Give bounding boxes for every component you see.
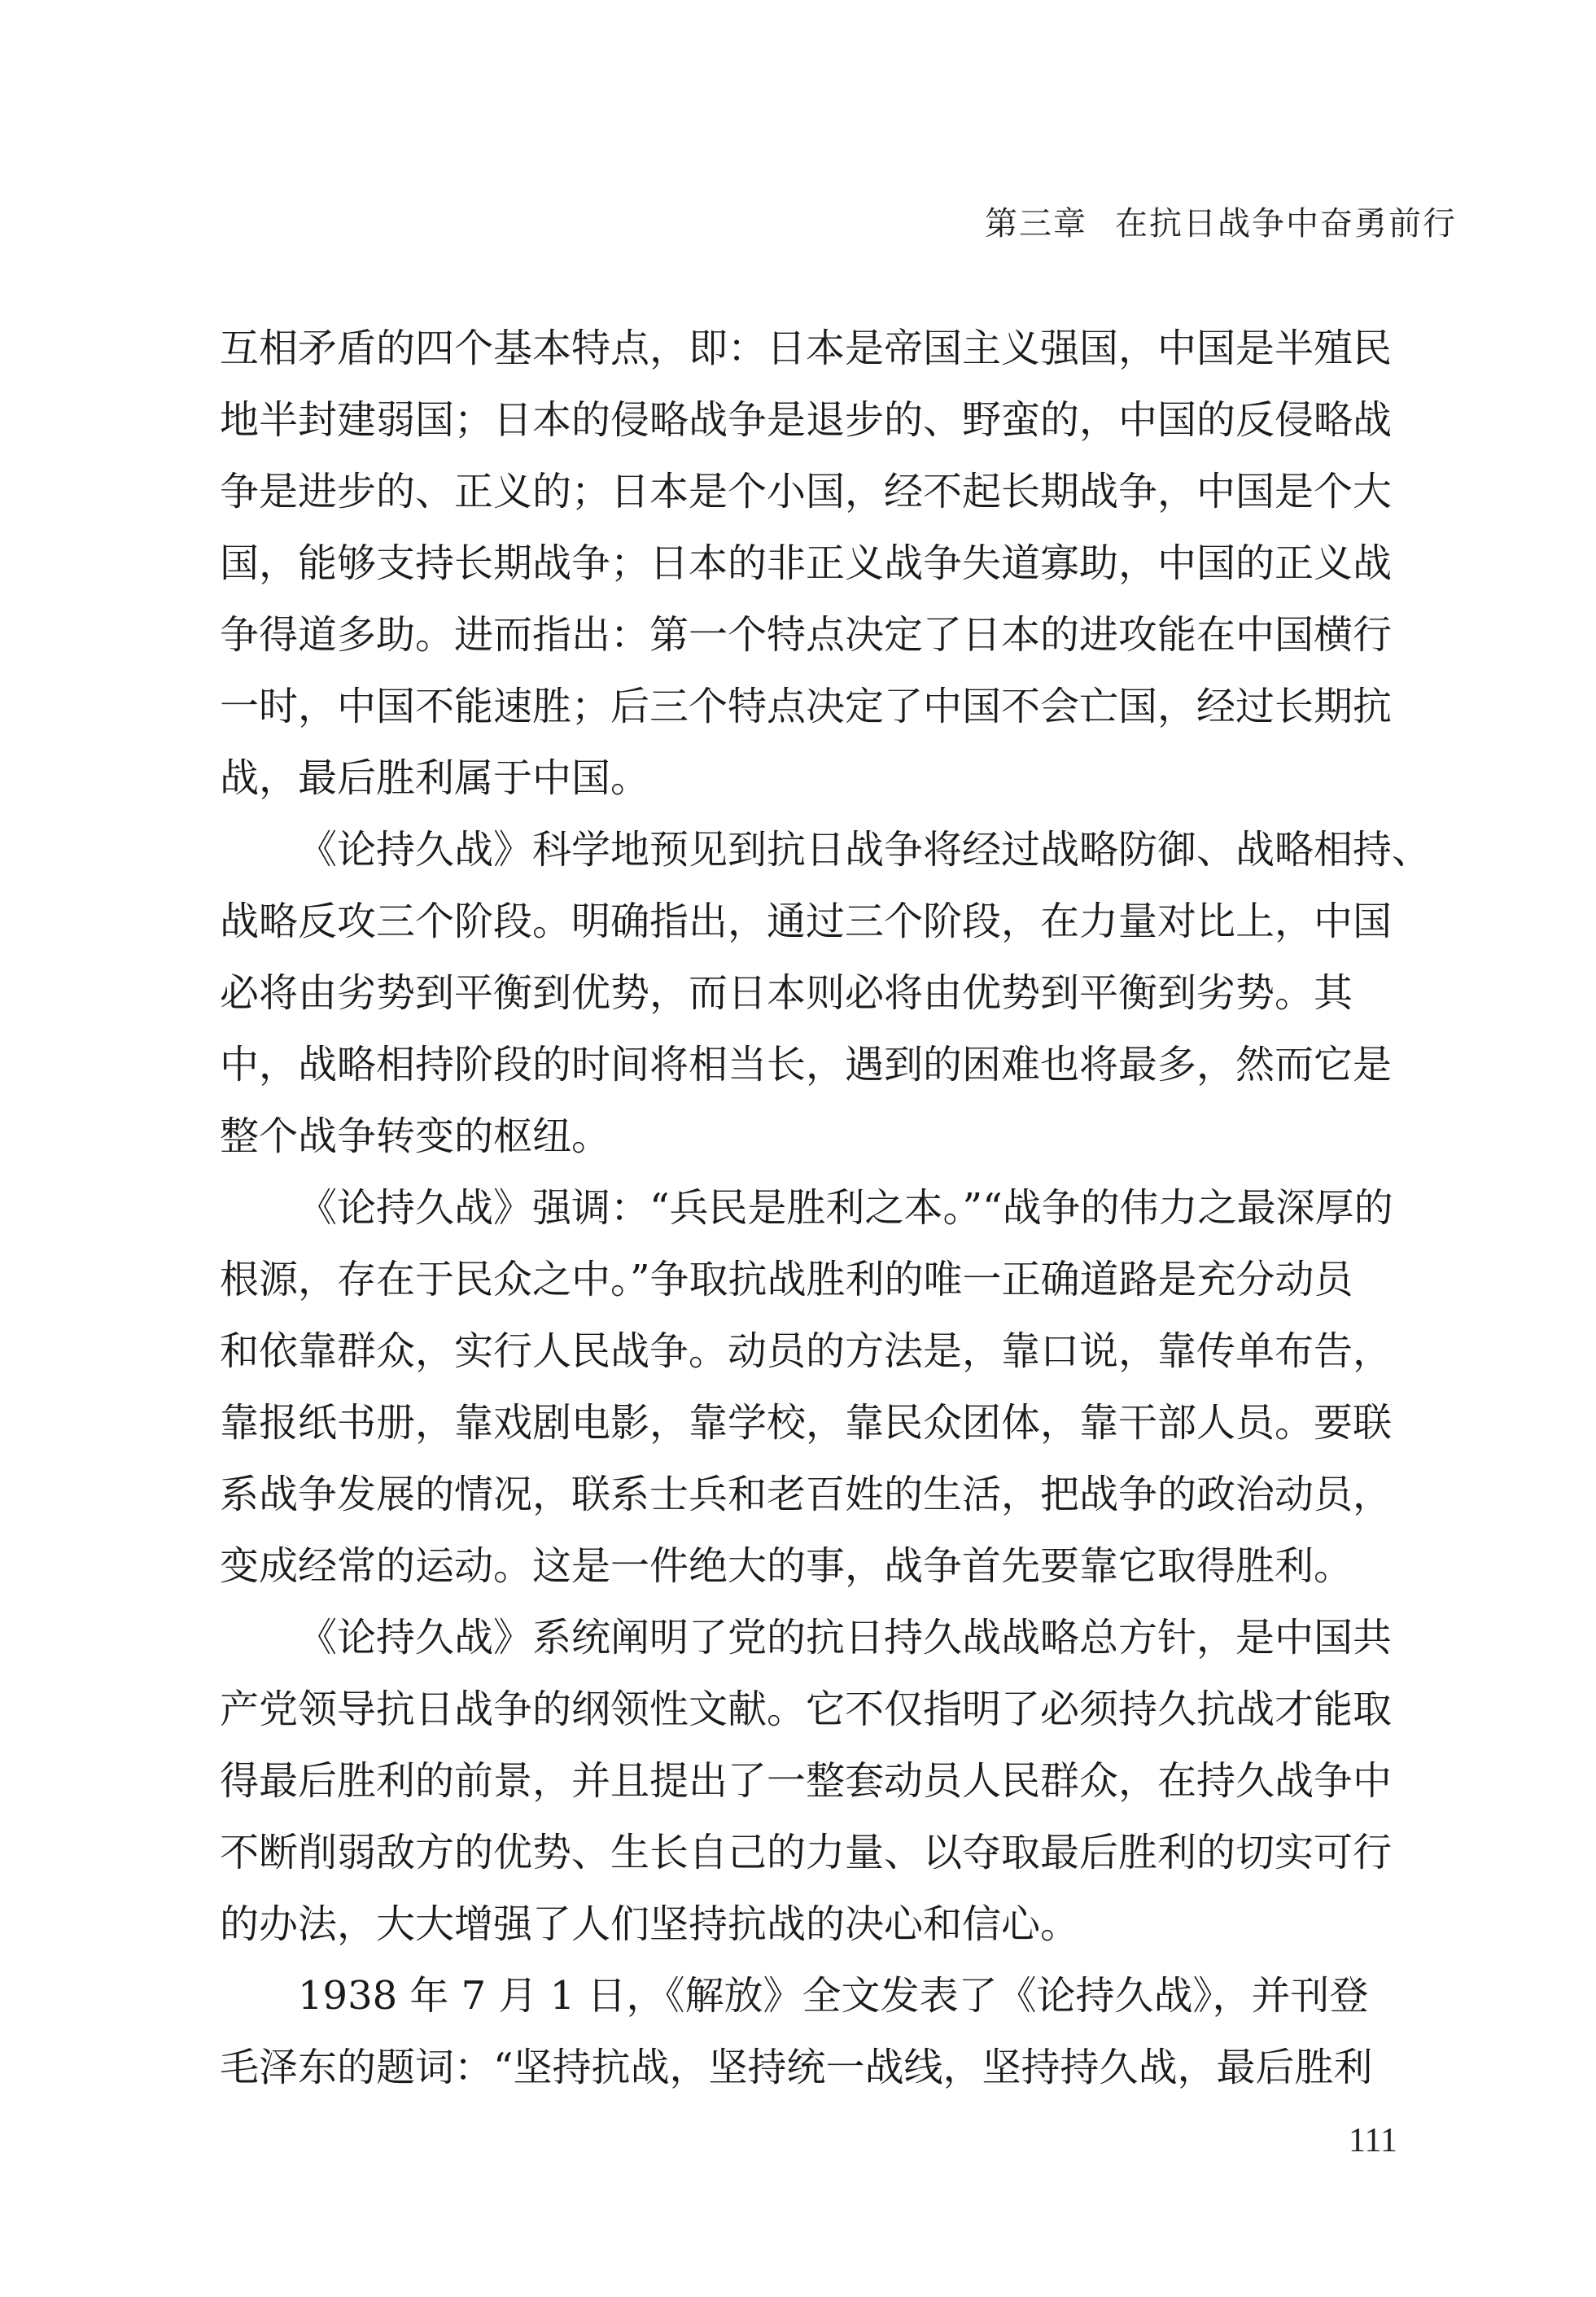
chapter-number: 第三章 [985, 205, 1087, 243]
paragraph-first-line: 《论持久战》强调：“兵民是胜利之本。”“战争的伟力之最深厚的 [298, 1185, 1393, 1231]
paragraph-first-line: 《论持久战》科学地预见到抗日战争将经过战略防御、战略相持、 [298, 827, 1432, 873]
text-line: 争是进步的、正义的；日本是个小国，经不起长期战争，中国是个大 [220, 469, 1393, 514]
text-line: 系战争发展的情况，联系士兵和老百姓的生活，把战争的政治动员， [220, 1472, 1393, 1517]
text-line: 整个战争转变的枢纽。 [220, 1113, 611, 1159]
text-line: 和依靠群众，实行人民战争。动员的方法是，靠口说，靠传单布告， [220, 1328, 1393, 1374]
body-text [220, 313, 1432, 2103]
chapter-title: 在抗日战争中奋勇前行 [1115, 205, 1457, 243]
text-line: 互相矛盾的四个基本特点，即：日本是帝国主义强国，中国是半殖民 [220, 326, 1393, 371]
paragraph-first-line: 1938 年 7 月 1 日，《解放》全文发表了《论持久战》，并刊登 [298, 1973, 1369, 2019]
text-line: 靠报纸书册，靠戏剧电影，靠学校，靠民众团体，靠干部人员。要联 [220, 1400, 1393, 1446]
text-line: 一时，中国不能速胜；后三个特点决定了中国不会亡国，经过长期抗 [220, 684, 1393, 729]
text-line: 国，能够支持长期战争；日本的非正义战争失道寡助，中国的正义战 [220, 540, 1393, 586]
text-line: 得最后胜利的前景，并且提出了一整套动员人民群众，在持久战争中 [220, 1758, 1393, 1804]
text-line: 变成经常的运动。这是一件绝大的事，战争首先要靠它取得胜利。 [220, 1543, 1353, 1589]
text-line: 战略反攻三个阶段。明确指出，通过三个阶段，在力量对比上，中国 [220, 899, 1393, 944]
text-line: 的办法，大大增强了人们坚持抗战的决心和信心。 [220, 1901, 1080, 1947]
text-line: 不断削弱敌方的优势、生长自己的力量、以夺取最后胜利的切实可行 [220, 1830, 1393, 1875]
text-line: 地半封建弱国；日本的侵略战争是退步的、野蛮的，中国的反侵略战 [220, 397, 1393, 443]
text-line: 产党领导抗日战争的纲领性文献。它不仅指明了必须持久抗战才能取 [220, 1687, 1393, 1732]
running-header [985, 198, 1457, 244]
text-line: 根源，存在于民众之中。”争取抗战胜利的唯一正确道路是充分动员 [220, 1257, 1353, 1302]
page-number: 111 [1349, 2122, 1397, 2159]
paragraph-first-line: 《论持久战》系统阐明了党的抗日持久战战略总方针，是中国共 [298, 1615, 1393, 1660]
text-line: 毛泽东的题词：“坚持抗战，坚持统一战线，坚持持久战，最后胜利 [220, 2045, 1373, 2090]
text-line: 争得道多助。进而指出：第一个特点决定了日本的进攻能在中国横行 [220, 612, 1393, 658]
text-line: 必将由劣势到平衡到优势，而日本则必将由优势到平衡到劣势。其 [220, 970, 1353, 1016]
text-line: 中，战略相持阶段的时间将相当长，遇到的困难也将最多，然而它是 [220, 1042, 1393, 1087]
text-line: 战，最后胜利属于中国。 [220, 755, 650, 801]
